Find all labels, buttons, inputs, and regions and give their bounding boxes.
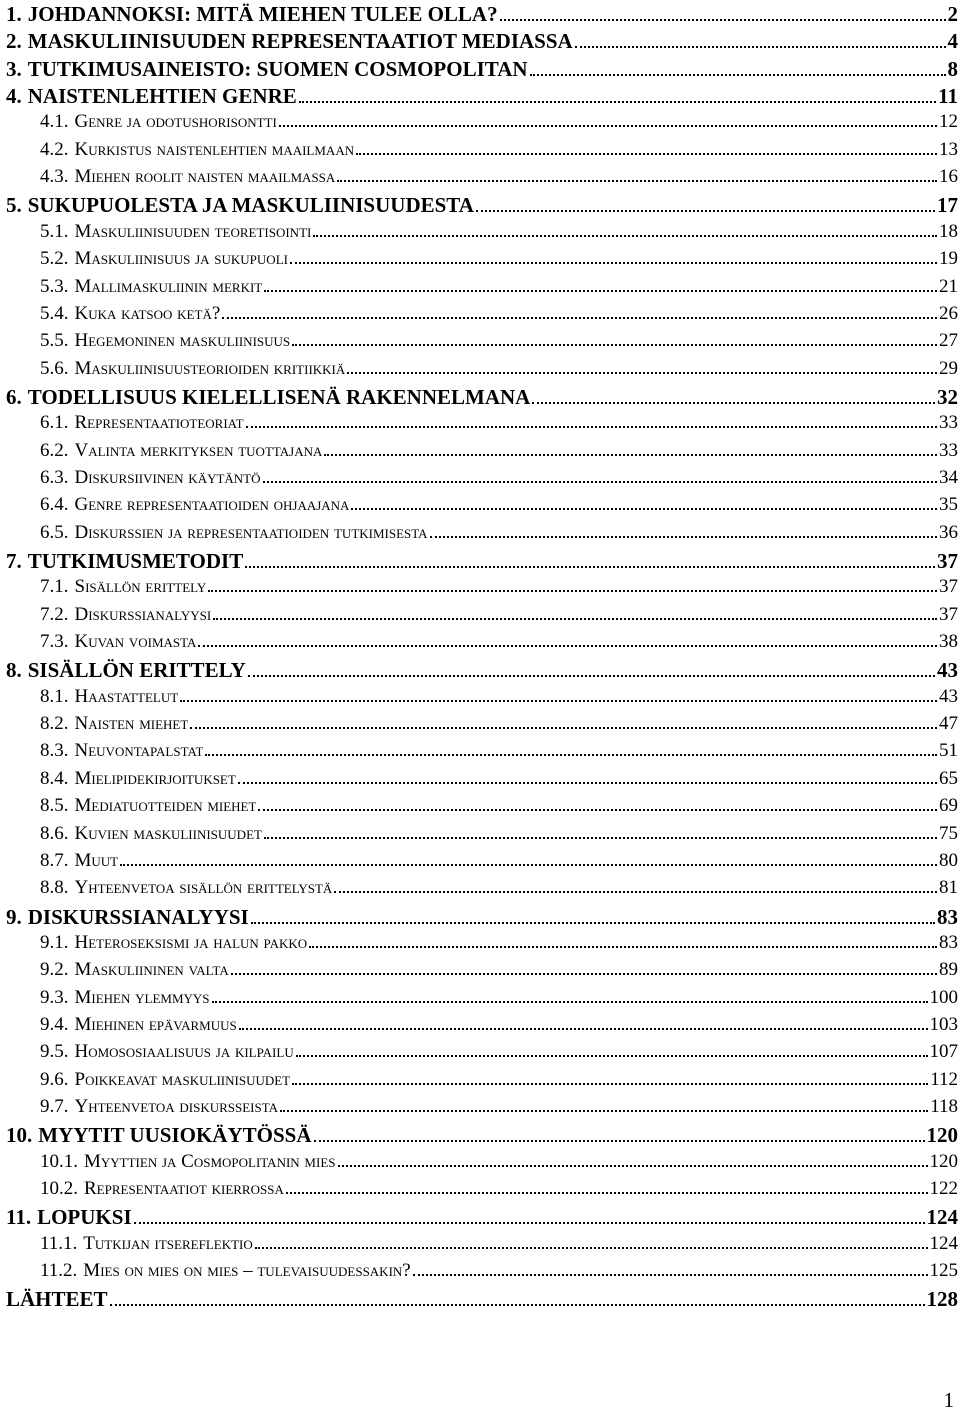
toc-page-number: 29 bbox=[939, 357, 958, 379]
toc-number: 9.2. bbox=[40, 959, 69, 981]
toc-section[interactable] bbox=[6, 631, 958, 657]
toc-number: 8.4. bbox=[40, 767, 69, 789]
dot-leader bbox=[208, 590, 937, 592]
toc-number: 5.1. bbox=[40, 220, 69, 242]
toc-page-number: 37 bbox=[939, 576, 958, 598]
toc-title: TUTKIMUSAINEISTO: SUOMEN COSMOPOLITAN bbox=[27, 56, 528, 81]
toc-section[interactable] bbox=[6, 166, 958, 192]
dot-leader bbox=[110, 1304, 925, 1306]
toc-page-number: 32 bbox=[937, 384, 958, 409]
toc-page-number: 11 bbox=[938, 84, 958, 109]
toc-title: Miehen ylemmyys bbox=[74, 986, 210, 1008]
toc-page-number: 27 bbox=[939, 330, 958, 352]
toc-section[interactable] bbox=[6, 823, 958, 849]
toc-number: 11.2. bbox=[40, 1260, 78, 1282]
toc-title: Mediatuotteiden miehet bbox=[74, 795, 257, 817]
toc-page-number: 100 bbox=[929, 986, 958, 1008]
dot-leader bbox=[190, 727, 937, 729]
toc-page-number: 122 bbox=[929, 1178, 958, 1200]
toc-number: 7.3. bbox=[40, 631, 69, 653]
dot-leader bbox=[258, 809, 937, 811]
dot-leader bbox=[245, 566, 935, 568]
toc-title: LÄHTEET bbox=[6, 1287, 108, 1312]
dot-leader bbox=[296, 1055, 928, 1057]
toc-page-number: 125 bbox=[929, 1260, 958, 1282]
toc-chapter[interactable] bbox=[6, 193, 958, 219]
toc-title: Heteroseksismi ja halun pakko bbox=[74, 931, 308, 953]
toc-number: 5.3. bbox=[40, 275, 69, 297]
toc-chapter[interactable] bbox=[6, 1205, 958, 1231]
dot-leader bbox=[292, 1083, 928, 1085]
toc-number: 6. bbox=[6, 384, 22, 409]
toc-number: 4. bbox=[6, 84, 22, 109]
toc-page-number: 16 bbox=[939, 166, 958, 188]
toc-number: 9.4. bbox=[40, 1013, 69, 1035]
toc-number: 9.6. bbox=[40, 1068, 69, 1090]
toc-chapter[interactable] bbox=[6, 2, 958, 28]
toc-section[interactable] bbox=[6, 1014, 958, 1040]
toc-section[interactable] bbox=[6, 303, 958, 329]
toc-page-number: 65 bbox=[939, 767, 958, 789]
toc-section[interactable] bbox=[6, 987, 958, 1013]
toc-number: 8.2. bbox=[40, 713, 69, 735]
toc-page-number: 51 bbox=[939, 740, 958, 762]
dot-leader bbox=[413, 1274, 928, 1276]
dot-leader bbox=[309, 946, 937, 948]
toc-title: Mielipidekirjoitukset bbox=[74, 767, 236, 789]
toc-title: Hegemoninen maskuliinisuus bbox=[74, 330, 291, 352]
dot-leader bbox=[255, 1247, 928, 1249]
toc-number: 9.7. bbox=[40, 1096, 69, 1117]
toc-title: Kurkistus naistenlehtien maailmaan bbox=[74, 138, 355, 160]
toc-chapter[interactable] bbox=[6, 1287, 958, 1313]
toc-chapter[interactable] bbox=[6, 385, 958, 411]
toc-section[interactable] bbox=[6, 276, 958, 302]
toc-section[interactable] bbox=[6, 1260, 958, 1286]
toc-title: Kuka katsoo ketä? bbox=[74, 302, 221, 324]
toc-section[interactable] bbox=[6, 221, 958, 247]
toc-title: Myyttien ja Cosmopolitanin mies bbox=[84, 1150, 336, 1172]
toc-number: 8.8. bbox=[40, 877, 69, 899]
toc-number: 6.2. bbox=[40, 439, 69, 461]
toc-title: NAISTENLEHTIEN GENRE bbox=[27, 84, 297, 109]
dot-leader bbox=[222, 317, 937, 319]
toc-title: Miehen roolit naisten maailmassa bbox=[74, 166, 336, 188]
toc-section[interactable] bbox=[6, 740, 958, 766]
toc-section[interactable] bbox=[6, 139, 958, 165]
toc-page-number: 8 bbox=[947, 56, 958, 81]
toc-title: SISÄLLÖN ERITTELY bbox=[27, 658, 246, 683]
dot-leader bbox=[279, 125, 937, 127]
toc-section[interactable] bbox=[6, 1178, 958, 1204]
toc-section[interactable] bbox=[6, 111, 958, 137]
toc-title: TODELLISUUS KIELELLISENÄ RAKENNELMANA bbox=[27, 384, 531, 409]
toc-title: Maskuliininen valta bbox=[74, 959, 229, 981]
dot-leader bbox=[575, 46, 946, 48]
toc-title: SUKUPUOLESTA JA MASKULIINISUUDESTA bbox=[27, 193, 474, 218]
toc-chapter[interactable] bbox=[6, 658, 958, 684]
dot-leader bbox=[239, 1028, 928, 1030]
toc-number: 8.1. bbox=[40, 685, 69, 707]
toc-number: 6.4. bbox=[40, 494, 69, 516]
toc-page-number: 120 bbox=[929, 1150, 958, 1172]
toc-section[interactable] bbox=[6, 576, 958, 602]
toc-section[interactable] bbox=[6, 795, 958, 821]
toc-number: 11.1. bbox=[40, 1232, 78, 1254]
toc-title: Mies on mies on mies – tulevaisuudessakin? bbox=[83, 1260, 411, 1282]
toc-page-number: 38 bbox=[939, 631, 958, 653]
dot-leader bbox=[120, 864, 937, 866]
toc-number: 10.2. bbox=[40, 1178, 78, 1200]
toc-chapter[interactable] bbox=[6, 549, 958, 575]
dot-leader bbox=[338, 1165, 928, 1167]
toc-number: 6.5. bbox=[40, 521, 69, 543]
toc-page-number: 81 bbox=[939, 877, 958, 899]
toc-number: 8.3. bbox=[40, 740, 69, 762]
toc-chapter[interactable] bbox=[6, 29, 958, 55]
toc-page-number: 112 bbox=[930, 1068, 958, 1090]
toc-page-number: 19 bbox=[939, 248, 958, 270]
toc-number: 11. bbox=[6, 1205, 32, 1230]
toc-page-number: 35 bbox=[939, 494, 958, 516]
dot-leader bbox=[238, 782, 937, 784]
toc-title: LOPUKSI bbox=[37, 1205, 132, 1230]
toc-section[interactable] bbox=[6, 686, 958, 712]
toc-title: Muut bbox=[74, 849, 119, 871]
dot-leader bbox=[264, 290, 937, 292]
toc-title: Naisten miehet bbox=[74, 713, 189, 735]
dot-leader bbox=[532, 402, 935, 404]
toc-title: Valinta merkityksen tuottajana bbox=[74, 439, 323, 461]
toc-number: 5. bbox=[6, 193, 22, 218]
toc-section[interactable] bbox=[6, 467, 958, 493]
toc-title: MASKULIINISUUDEN REPRESENTAATIOT MEDIASSA bbox=[27, 29, 573, 54]
toc-page-number: 83 bbox=[939, 931, 958, 953]
toc-chapter[interactable] bbox=[6, 84, 958, 110]
toc-title: Representaatioteoriat bbox=[74, 412, 244, 434]
toc-title: Kuvan voimasta bbox=[74, 631, 197, 653]
toc-page-number: 118 bbox=[930, 1096, 958, 1117]
toc-number: 10. bbox=[6, 1123, 33, 1148]
toc-page-number: 43 bbox=[937, 658, 958, 683]
toc-section[interactable] bbox=[6, 522, 958, 548]
toc-page-number: 128 bbox=[926, 1287, 958, 1312]
toc-section[interactable] bbox=[6, 1096, 958, 1122]
toc-number: 7.1. bbox=[40, 576, 69, 598]
toc-title: DISKURSSIANALYYSI bbox=[27, 904, 249, 929]
toc-number: 5.5. bbox=[40, 330, 69, 352]
dot-leader bbox=[290, 262, 937, 264]
toc-section[interactable] bbox=[6, 494, 958, 520]
dot-leader bbox=[314, 1140, 925, 1142]
dot-leader bbox=[246, 426, 937, 428]
toc-number: 7.2. bbox=[40, 603, 69, 625]
toc-page-number: 17 bbox=[937, 193, 958, 218]
toc-page-number: 2 bbox=[947, 2, 958, 26]
dot-leader bbox=[280, 1110, 928, 1112]
dot-leader bbox=[351, 508, 937, 510]
toc-section[interactable] bbox=[6, 412, 958, 438]
toc-page-number: 21 bbox=[939, 275, 958, 297]
toc-section[interactable] bbox=[6, 248, 958, 274]
toc-number: 5.4. bbox=[40, 302, 69, 324]
toc-title: Genre representaatioiden ohjaajana bbox=[74, 494, 350, 516]
toc-title: Genre ja odotushorisontti bbox=[74, 111, 277, 133]
dot-leader bbox=[476, 210, 935, 212]
toc-chapter[interactable] bbox=[6, 905, 958, 931]
dot-leader bbox=[198, 645, 937, 647]
toc-page-number: 69 bbox=[939, 795, 958, 817]
dot-leader bbox=[134, 1222, 925, 1224]
toc-page-number: 37 bbox=[937, 549, 958, 573]
dot-leader bbox=[356, 153, 937, 155]
toc-section[interactable] bbox=[6, 932, 958, 958]
toc-number: 1. bbox=[6, 2, 22, 26]
toc-page-number: 37 bbox=[939, 603, 958, 625]
dot-leader bbox=[205, 754, 937, 756]
toc-chapter[interactable] bbox=[6, 57, 958, 83]
toc-title: Haastattelut bbox=[74, 685, 179, 707]
toc-number: 3. bbox=[6, 56, 22, 81]
dot-leader bbox=[347, 372, 937, 374]
toc-page-number: 33 bbox=[939, 439, 958, 461]
toc-number: 4.3. bbox=[40, 166, 69, 188]
toc-title: Homososiaalisuus ja kilpailu bbox=[74, 1041, 294, 1063]
toc-title: MYYTIT UUSIOKÄYTÖSSÄ bbox=[38, 1123, 312, 1148]
toc-page-number: 83 bbox=[937, 904, 958, 929]
dot-leader bbox=[324, 454, 937, 456]
dot-leader bbox=[530, 74, 946, 76]
toc-section[interactable] bbox=[6, 1151, 958, 1177]
toc-title: Representaatiot kierrossa bbox=[84, 1178, 284, 1200]
dot-leader bbox=[500, 19, 946, 21]
toc-page-number: 103 bbox=[929, 1013, 958, 1035]
dot-leader bbox=[213, 618, 937, 620]
toc-title: Neuvontapalstat bbox=[74, 740, 204, 762]
toc-title: Mallimaskuliinin merkit bbox=[74, 275, 263, 297]
toc-page-number: 80 bbox=[939, 849, 958, 871]
toc-section[interactable] bbox=[6, 1041, 958, 1067]
toc-section[interactable] bbox=[6, 850, 958, 876]
dot-leader bbox=[337, 180, 937, 182]
toc-section[interactable] bbox=[6, 358, 958, 384]
toc-title: Diskursiivinen käytäntö bbox=[74, 466, 261, 488]
toc-number: 8.7. bbox=[40, 849, 69, 871]
toc-page-number: 13 bbox=[939, 138, 958, 160]
dot-leader bbox=[299, 101, 936, 103]
toc-title: TUTKIMUSMETODIT bbox=[27, 549, 244, 573]
toc-page-number: 120 bbox=[926, 1123, 958, 1148]
toc-number: 2. bbox=[6, 29, 22, 54]
toc-number: 7. bbox=[6, 549, 22, 573]
toc-number: 5.2. bbox=[40, 248, 69, 270]
toc-number: 6.3. bbox=[40, 466, 69, 488]
toc-page-number: 89 bbox=[939, 959, 958, 981]
toc-title: Diskurssianalyysi bbox=[74, 603, 212, 625]
toc-section[interactable] bbox=[6, 330, 958, 356]
toc-title: Kuvien maskuliinisuudet bbox=[74, 822, 262, 844]
toc-page-number: 26 bbox=[939, 302, 958, 324]
toc-page-number: 43 bbox=[939, 685, 958, 707]
toc-section[interactable] bbox=[6, 959, 958, 985]
toc-number: 9.3. bbox=[40, 986, 69, 1008]
dot-leader bbox=[286, 1192, 928, 1194]
toc-page-number: 47 bbox=[939, 713, 958, 735]
dot-leader bbox=[180, 700, 937, 702]
page-number: 1 bbox=[943, 1388, 954, 1412]
toc-section[interactable] bbox=[6, 768, 958, 794]
dot-leader bbox=[334, 891, 937, 893]
toc-page-number: 124 bbox=[926, 1205, 958, 1230]
dot-leader bbox=[231, 973, 937, 975]
toc-section[interactable] bbox=[6, 713, 958, 739]
toc-title: Maskuliinisuus ja sukupuoli bbox=[74, 248, 288, 270]
dot-leader bbox=[251, 922, 935, 924]
toc-page-number: 75 bbox=[939, 822, 958, 844]
toc-title: Sisällön erittely bbox=[74, 576, 207, 598]
toc-page-number: 18 bbox=[939, 220, 958, 242]
toc-number: 8.5. bbox=[40, 795, 69, 817]
toc-number: 4.2. bbox=[40, 138, 69, 160]
dot-leader bbox=[264, 837, 937, 839]
toc-section[interactable] bbox=[6, 604, 958, 630]
toc-section[interactable] bbox=[6, 1069, 958, 1095]
toc-section[interactable] bbox=[6, 440, 958, 466]
toc-title: Poikkeavat maskuliinisuudet bbox=[74, 1068, 291, 1090]
toc-page-number: 33 bbox=[939, 412, 958, 434]
toc-section[interactable] bbox=[6, 1233, 958, 1259]
dot-leader bbox=[292, 344, 937, 346]
toc-number: 8.6. bbox=[40, 822, 69, 844]
toc-title: Yhteenvetoa sisällön erittelystä bbox=[74, 877, 333, 899]
toc-number: 10.1. bbox=[40, 1150, 78, 1172]
dot-leader bbox=[263, 481, 937, 483]
toc-title: Maskuliinisuusteorioiden kritiikkiä bbox=[74, 357, 346, 379]
toc-title: JOHDANNOKSI: MITÄ MIEHEN TULEE OLLA? bbox=[27, 2, 498, 26]
toc-number: 9.1. bbox=[40, 931, 69, 953]
toc-page-number: 107 bbox=[929, 1041, 958, 1063]
toc-number: 9. bbox=[6, 904, 22, 929]
toc-title: Miehinen epävarmuus bbox=[74, 1013, 237, 1035]
toc-number: 6.1. bbox=[40, 412, 69, 434]
toc-page-number: 36 bbox=[939, 521, 958, 543]
toc-page-number: 124 bbox=[929, 1232, 958, 1254]
toc-page-number: 12 bbox=[939, 111, 958, 133]
toc-page-number: 4 bbox=[947, 29, 958, 54]
toc-chapter[interactable] bbox=[6, 1123, 958, 1149]
toc-number: 5.6. bbox=[40, 357, 69, 379]
toc-title: Maskuliinisuuden teoretisointi bbox=[74, 220, 312, 242]
toc-number: 9.5. bbox=[40, 1041, 69, 1063]
dot-leader bbox=[313, 235, 937, 237]
toc-title: Diskurssien ja representaatioiden tutkimisesta bbox=[74, 521, 428, 543]
dot-leader bbox=[248, 675, 935, 677]
toc-section[interactable] bbox=[6, 877, 958, 903]
dot-leader bbox=[430, 536, 937, 538]
toc-number: 8. bbox=[6, 658, 22, 683]
toc-title: Tutkijan itsereflektio bbox=[83, 1232, 253, 1254]
dot-leader bbox=[212, 1001, 928, 1003]
toc-title: Yhteenvetoa diskursseista bbox=[74, 1096, 279, 1117]
toc-number: 4.1. bbox=[40, 111, 69, 133]
toc-page-number: 34 bbox=[939, 466, 958, 488]
